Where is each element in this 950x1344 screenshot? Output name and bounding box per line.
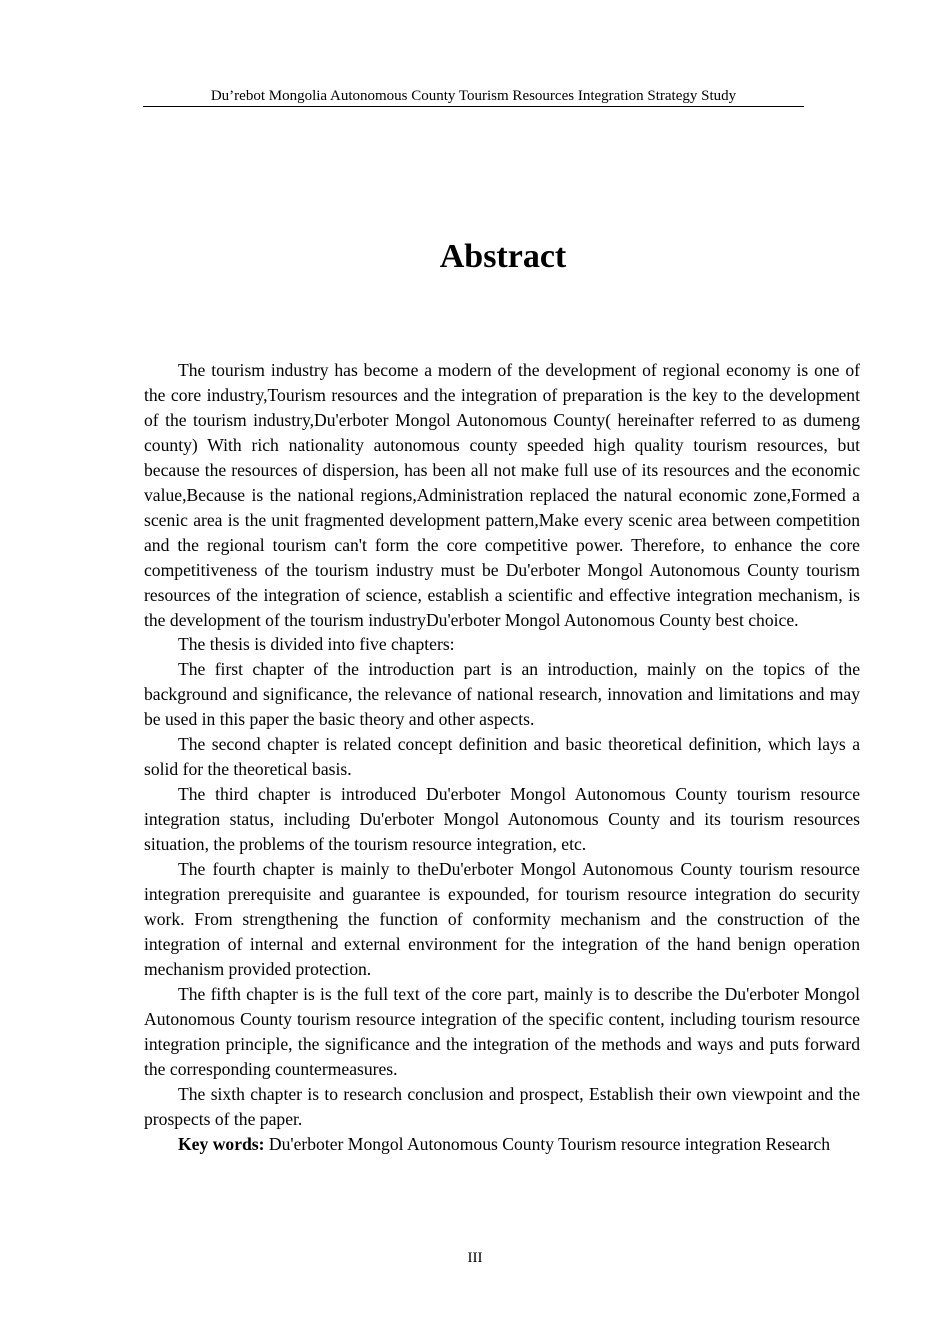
paragraph-chapter-6: The sixth chapter is to research conclusion and prospect, Establish their own viewpoint and the prospects of the paper. bbox=[144, 1083, 860, 1129]
paragraph-chapter-4: The fourth chapter is mainly to theDu'erboter Mongol Autonomous County tourism resource integration prerequisite and guarantee is expounded, for tourism resource integration do security work. From strengthening the function of conformity mechanism and the construction of the integration of internal and external environment for the integration of the hand benign operation mechanism provided protection. bbox=[144, 859, 860, 979]
paragraph-chapters-overview: The thesis is divided into five chapters: bbox=[178, 634, 455, 655]
paragraph-chapter-3: The third chapter is introduced Du'erboter Mongol Autonomous County tourism resource integration status, including Du'erboter Mongol Autonomous County and its tourism resources situation, the problems of the tourism resource integration, etc. bbox=[144, 784, 860, 855]
paragraph-intro: The tourism industry has become a modern of the development of regional economy is one of the core industry,Tourism resources and the integration of preparation is the key to the development of the tourism industry,Du'erboter Mongol Autonomous County( hereinafter referred to as dumeng county) With rich nationality autonomous county speeded high quality tourism resources, but because the resources of dispersion, has been all not make full use of its resources and the economic value,Because is the national regions,Administration replaced the natural economic zone,Formed a scenic area is the unit fragmented development pattern,Make every scenic area between competition and the regional tourism can't form the core competitive power. Therefore, to enhance the core competitiveness of the tourism industry must be Du'erboter Mongol Autonomous County tourism resources of the integration of science, establish a scientific and effective integration mechanism, is the development of the tourism industryDu'erboter Mongol Autonomous County best choice. bbox=[144, 360, 860, 630]
keywords-paragraph bbox=[144, 1132, 860, 1157]
page-number: III bbox=[467, 1250, 483, 1266]
keywords-label: Key words: bbox=[178, 1133, 265, 1154]
paragraph-chapter-2: The second chapter is related concept definition and basic theoretical definition, which lays a solid for the theoretical basis. bbox=[144, 734, 860, 780]
abstract-title: Abstract bbox=[439, 238, 567, 275]
keywords-text: Du'erboter Mongol Autonomous County Tourism resource integration Research bbox=[268, 1133, 830, 1154]
abstract-body bbox=[144, 358, 860, 1157]
paragraph-chapter-1: The first chapter of the introduction part is an introduction, mainly on the topics of the background and significance, the relevance of national research, innovation and limitations and may be used in this paper the basic theory and other aspects. bbox=[144, 659, 860, 730]
running-header: Du’rebot Mongolia Autonomous County Tourism Resources Integration Strategy Study bbox=[143, 86, 804, 107]
paragraph-chapter-5: The fifth chapter is is the full text of the core part, mainly is to describe the Du'erboter Mongol Autonomous County tourism resource integration of the specific content, including tourism resource integration principle, the significance and the integration of the methods and ways and puts forward the corresponding countermeasures. bbox=[144, 983, 860, 1079]
